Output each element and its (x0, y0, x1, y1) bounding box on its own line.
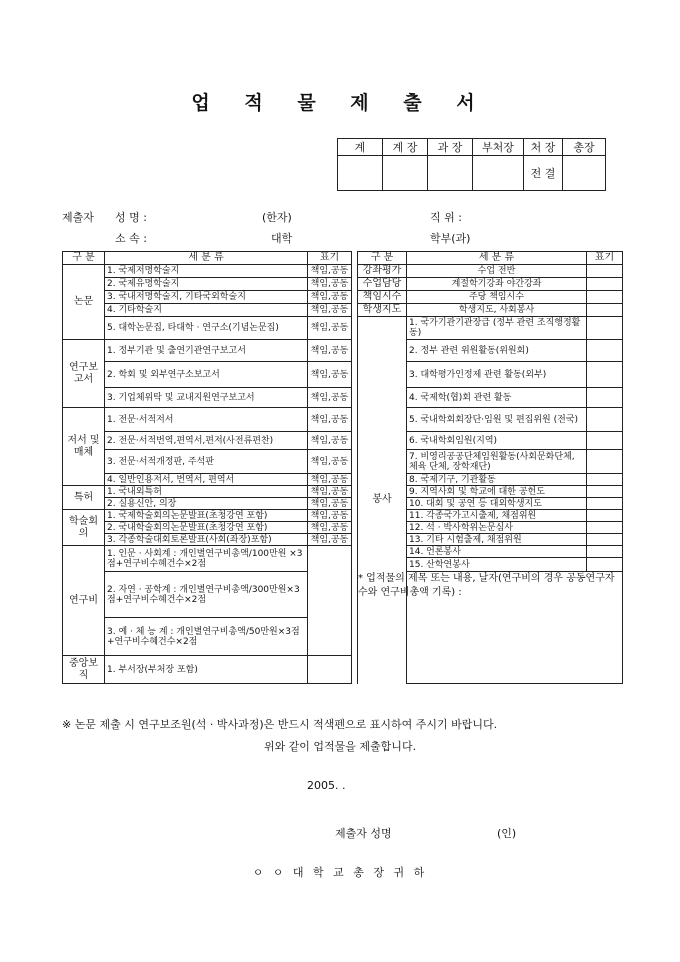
category-fund: 연구비 (63, 546, 105, 656)
col-header-detail-right: 세 분 류 (407, 252, 587, 265)
col-header-detail: 세 분 류 (105, 252, 308, 265)
fund-mark[interactable] (308, 546, 352, 656)
patent-item-1: 1. 국내외특허 (105, 486, 308, 498)
guidance-mark[interactable] (587, 304, 623, 317)
achievement-table (62, 251, 623, 684)
service-mark-9[interactable] (587, 486, 623, 498)
approval-table (337, 138, 606, 191)
paper-item-4: 4. 기타학술지 (105, 304, 308, 317)
note-text: * 업적물의 제목 또는 내용, 날자(연구비의 경우 공동연구자수와 연구비총액 기록) : (358, 573, 615, 598)
book-item-4: 4. 일반인용저서, 번역서, 편역서 (105, 474, 308, 486)
book-mark-4: 책임,공동 (308, 474, 352, 486)
category-hours: 책임시수 (358, 291, 407, 304)
category-book: 저서 및 매체 (63, 408, 105, 486)
paper-item-3: 3. 국내저명학술지, 기타국외학술지 (105, 291, 308, 304)
recipient-text: ㅇ ㅇ 대 학 교 총 장 귀 하 (252, 866, 428, 879)
category-lecture-load: 수업담당 (358, 278, 407, 291)
guidance-text: 학생지도, 사회봉사 (407, 304, 587, 317)
service-item-11: 11. 각종국가고시출제, 채점위원 (407, 510, 587, 522)
central-mark[interactable] (308, 656, 352, 684)
date-text: 2005. . (307, 779, 346, 792)
service-mark-12[interactable] (587, 522, 623, 534)
service-mark-3[interactable] (587, 362, 623, 388)
hanja-label: (한자) (262, 211, 292, 224)
service-mark-7[interactable] (587, 450, 623, 474)
service-item-7: 7. 비영리공공단체임원활동(사회문화단체, 체육 단체, 장학재단) (407, 450, 587, 474)
book-item-2: 2. 전문·서적번역,편역서,편저(사전류편찬) (105, 432, 308, 450)
paper-item-5: 5. 대학논문집, 타대학 · 연구소(기념논문집) (105, 317, 308, 340)
service-mark-13[interactable] (587, 534, 623, 546)
conference-mark-2: 책임,공동 (308, 522, 352, 534)
lecture-eval-text: 수업 전반 (407, 265, 587, 278)
service-mark-5[interactable] (587, 408, 623, 432)
conference-item-3: 3. 각종학술대회토론발표(사회(좌장)포함) (105, 534, 308, 546)
report-item-2: 2. 학회 및 외부연구소보고서 (105, 362, 308, 388)
service-item-2: 2. 정부 관련 위원활동(위원회) (407, 340, 587, 362)
book-mark-2: 책임,공동 (308, 432, 352, 450)
service-mark-2[interactable] (587, 340, 623, 362)
service-mark-8[interactable] (587, 474, 623, 486)
col-header-mark-right: 표기 (587, 252, 623, 265)
fund-item-1: 1. 인문 · 사회계 : 개인별연구비총액/100만원 ×3점+연구비수혜건수×2점 (105, 546, 308, 572)
signer-label: 제출자 성명 (335, 827, 392, 840)
service-mark-10[interactable] (587, 498, 623, 510)
position-label: 직 위 : (430, 211, 462, 224)
service-item-9: 9. 지역사회 및 학교에 대한 공헌도 (407, 486, 587, 498)
report-mark-3: 책임,공동 (308, 388, 352, 408)
paper-mark-3: 책임,공동 (308, 291, 352, 304)
lecture-load-mark[interactable] (587, 278, 623, 291)
report-item-1: 1. 정부기관 및 출연기관연구보고서 (105, 340, 308, 362)
paper-mark-1: 책임,공동 (308, 265, 352, 278)
category-central: 중앙보직 (63, 656, 105, 684)
category-conference: 학술회의 (63, 510, 105, 546)
service-item-4: 4. 국제학(협)회 관련 활동 (407, 388, 587, 408)
service-item-14: 14. 언론봉사 (407, 546, 587, 558)
service-mark-14[interactable] (587, 546, 623, 558)
approval-sign-1[interactable] (338, 156, 383, 191)
patent-item-2: 2. 실용신안, 의장 (105, 498, 308, 510)
approval-sign-2[interactable] (383, 156, 428, 191)
lecture-load-text: 계절학기강좌 야간강좌 (407, 278, 587, 291)
category-service-label: 봉사 (372, 494, 392, 506)
name-label: 성 명 : (115, 211, 147, 224)
conference-item-2: 2. 국내학술회의논문발표(초청강연 포함) (105, 522, 308, 534)
book-mark-3: 책임,공동 (308, 450, 352, 474)
paper-mark-4: 책임,공동 (308, 304, 352, 317)
report-mark-2: 책임,공동 (308, 362, 352, 388)
category-paper: 논문 (63, 265, 105, 340)
submit-statement: 위와 같이 업적물을 제출합니다. (263, 740, 417, 753)
conference-mark-1: 책임,공동 (308, 510, 352, 522)
approval-sign-5: 전 결 (524, 156, 563, 191)
note-area[interactable] (358, 572, 623, 684)
dept-label: 학부(과) (430, 232, 471, 245)
category-lecture-eval: 강좌평가 (358, 265, 407, 278)
paper-mark-5: 책임,공동 (308, 317, 352, 340)
approval-header-5: 처 장 (524, 139, 563, 156)
book-mark-1: 책임,공동 (308, 408, 352, 432)
service-item-12: 12. 석 · 박사학위논문심사 (407, 522, 587, 534)
conference-mark-3: 책임,공동 (308, 534, 352, 546)
paper-mark-2: 책임,공동 (308, 278, 352, 291)
fund-item-3: 3. 예 · 체 능 계 : 개인별연구비총액/50만원×3점+연구비수혜건수×2점 (105, 618, 308, 656)
col-header-mark: 표기 (308, 252, 352, 265)
category-service (358, 317, 407, 684)
report-item-3: 3. 기업체위탁 및 교내지원연구보고서 (105, 388, 308, 408)
paper-item-1: 1. 국제저명학술지 (105, 265, 308, 278)
fund-item-2: 2. 자연 · 공학계 : 개인별연구비총액/300만원×3점+연구비수혜건수×2점 (105, 572, 308, 618)
approval-sign-3[interactable] (428, 156, 473, 191)
col-header-category-right: 구 분 (358, 252, 407, 265)
approval-header-1: 계 (338, 139, 383, 156)
patent-mark-2: 책임,공동 (308, 498, 352, 510)
approval-sign-6[interactable] (563, 156, 606, 191)
service-mark-1[interactable] (587, 317, 623, 340)
affiliation-label: 소 속 : (115, 232, 147, 245)
univ-label: 대학 (271, 232, 293, 245)
service-item-13: 13. 기타 시험출제, 채점위원 (407, 534, 587, 546)
hours-text: 주당 책임시수 (407, 291, 587, 304)
service-item-15: 15. 산학연봉사 (407, 558, 587, 572)
seal-mark: (인) (497, 827, 517, 840)
service-item-8: 8. 국제기구, 기관활동 (407, 474, 587, 486)
approval-header-6: 총장 (563, 139, 606, 156)
patent-mark-1: 책임,공동 (308, 486, 352, 498)
service-item-10: 10. 대회 및 공연 등 대외학생지도 (407, 498, 587, 510)
service-item-6: 6. 국내학회임원(지역) (407, 432, 587, 450)
service-mark-6[interactable] (587, 432, 623, 450)
service-item-1: 1. 국가기관기관장급 (정부 관련 조직행정활동) (407, 317, 587, 340)
paper-item-2: 2. 국제유명학술지 (105, 278, 308, 291)
service-mark-11[interactable] (587, 510, 623, 522)
book-item-3: 3. 전문·서적개정판, 주석판 (105, 450, 308, 474)
service-item-3: 3. 대학평가인정제 관련 활동(외부) (407, 362, 587, 388)
report-mark-1: 책임,공동 (308, 340, 352, 362)
notice-text: ※ 논문 제출 시 연구보조원(석 · 박사과정)은 반드시 적색펜으로 표시하여 주시기 바랍니다. (62, 718, 498, 731)
approval-sign-4[interactable] (473, 156, 524, 191)
col-header-category: 구 분 (63, 252, 105, 265)
category-patent: 특허 (63, 486, 105, 510)
service-mark-15[interactable] (587, 558, 623, 572)
service-mark-4[interactable] (587, 388, 623, 408)
category-guidance: 학생지도 (358, 304, 407, 317)
approval-header-2: 계 장 (383, 139, 428, 156)
central-item-1: 1. 부서장(부처장 포함) (105, 656, 308, 684)
lecture-eval-mark[interactable] (587, 265, 623, 278)
hours-mark[interactable] (587, 291, 623, 304)
page-title: 업 적 물 제 출 서 (191, 92, 489, 114)
approval-header-4: 부처장 (473, 139, 524, 156)
conference-item-1: 1. 국제학술회의논문발표(초청강연 포함) (105, 510, 308, 522)
category-report: 연구보고서 (63, 340, 105, 408)
service-item-5: 5. 국내학회회장단·임원 및 편집위원 (전국) (407, 408, 587, 432)
approval-header-3: 과 장 (428, 139, 473, 156)
submitter-label: 제출자 (62, 211, 94, 224)
book-item-1: 1. 전문·서적저서 (105, 408, 308, 432)
